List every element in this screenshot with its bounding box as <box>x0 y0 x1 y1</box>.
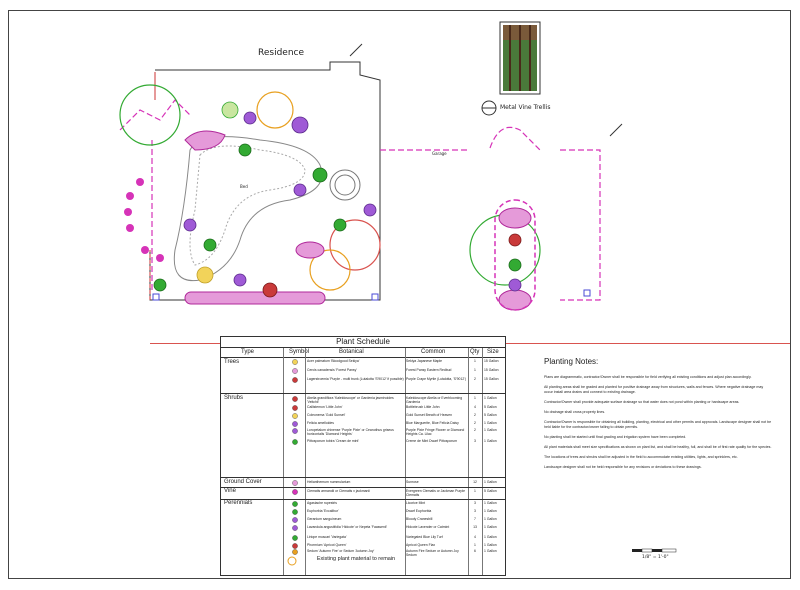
botanical-name: Abelia grandiflora 'Kaleidoscope' or Gardenia jasminoides 'Veitchii' <box>307 396 394 404</box>
container-size: 1 Gallon <box>484 439 497 443</box>
existing-plant-label: Existing plant material to remain <box>316 556 396 562</box>
planting-note: Contractor/Owner is responsible for obtaining all building, planting, electrical and other permits and approvals. Landscape designer shall not be held liable for the contractor/owner failing to obtain permits. <box>544 420 772 429</box>
planting-note: Plans are diagrammatic, contractor/Owner shall be responsible for field verifying all existing conditions and adjust plan accordingly. <box>544 375 752 379</box>
category-trees: Trees <box>224 359 240 365</box>
quantity: 6 <box>474 549 476 553</box>
botanical-name: Lavandula angustifolia 'Hidcote' or Nepeta 'Faassenii' <box>307 525 388 529</box>
botanical-name: Phormium 'Apricot Queen' <box>307 543 347 547</box>
category-ground-cover: Ground Cover <box>224 479 262 485</box>
botanical-name: Clematis armandii or Clematis x jackmanii <box>307 489 370 493</box>
trellis-symbol <box>482 101 496 115</box>
common-name: Sunrose <box>406 480 419 484</box>
quantity: 2 <box>474 413 476 417</box>
plant-symbol <box>291 377 299 384</box>
plant-symbol <box>291 525 299 532</box>
category-perennials: Perennials <box>224 500 253 506</box>
quantity: 1 <box>474 489 476 493</box>
circular-paver <box>330 170 360 200</box>
schedule-title: Plant Schedule <box>221 337 505 348</box>
trellis-label: Metal Vine Trellis <box>500 104 551 111</box>
planting-note: Landscape designer shall not be held responsible for any revisions or deviations to these drawings. <box>544 465 702 469</box>
container-size: 15 Gallon <box>484 368 499 372</box>
botanical-name: Liriope muscari 'Variegata' <box>307 535 347 539</box>
category-shrubs: Shrubs <box>224 395 244 401</box>
row-divider <box>221 499 505 500</box>
botanical-name: Loropetalum chinense 'Purple Pixie' or Ceanothus griseus horizontalis 'Diamond Heights' <box>307 428 394 436</box>
planting-note: All planting areas shall be graded and planted for positive drainage away from structures, walls and fences. Where negative drainage may occur install area drains and connect to existing drainage. <box>544 385 764 394</box>
botanical-name: Lagerstroemia 'Purple - multi trunk (Lutalotta 'S'9012' if possible) <box>307 377 404 381</box>
botanical-name: Coleonema 'Gold Sunset' <box>307 413 346 417</box>
common-name: Autumn Fire Sedum or Autumn Joy Sedum <box>406 549 459 557</box>
botanical-name: Pittosporum tobira 'Cream de mint' <box>307 439 359 443</box>
container-size: 1 Gallon <box>484 421 497 425</box>
plant-symbol <box>291 480 299 487</box>
container-size: 15 Gallon <box>484 359 499 363</box>
quantity: 2 <box>474 377 476 381</box>
plant-symbol <box>291 405 299 412</box>
botanical-name: Felicia amelloides <box>307 421 334 425</box>
container-size: 1 Gallon <box>484 501 497 505</box>
planting-note: The locations of trees and shrubs shall be adjusted in the field to accommodate existing utilities, lights, and sprinklers, etc. <box>544 455 738 459</box>
header-qty: Qty <box>470 349 480 355</box>
col-divider <box>468 348 469 575</box>
quantity: 1 <box>474 543 476 547</box>
container-size: 5 Gallon <box>484 489 497 493</box>
container-size: 15 Gallon <box>484 377 499 381</box>
plant-symbol <box>291 509 299 516</box>
plant-symbol <box>291 535 299 542</box>
quantity: 3 <box>474 509 476 513</box>
common-name: Kaleidoscope Abelia or Everblooming Gardenia <box>406 396 463 404</box>
planting-note: No drainage shall cross property lines. <box>544 410 606 414</box>
planting-note: No planting shall be started until final grading and irrigation system have been completed. <box>544 435 687 439</box>
container-size: 1 Gallon <box>484 509 497 513</box>
header-common: Common <box>421 349 446 355</box>
existing-plant-symbol <box>287 556 297 566</box>
notes-list <box>544 375 772 470</box>
category-vine: Vine <box>224 488 236 494</box>
common-name: Forest Pansy Eastern Redbud <box>406 368 452 372</box>
container-size: 1 Gallon <box>484 428 497 432</box>
north-marks <box>350 44 622 136</box>
quantity: 7 <box>474 517 476 521</box>
common-name: Purple Crape Myrtle (Lutalotta, 'S'9012') <box>406 377 466 381</box>
common-name: Bloody Cranesbill <box>406 517 433 521</box>
residence-label: Residence <box>258 48 305 58</box>
schedule-header <box>221 348 505 358</box>
planting-notes <box>544 357 772 475</box>
plant-symbol <box>291 439 299 446</box>
quantity: 1 <box>474 359 476 363</box>
quantity: 4 <box>474 405 476 409</box>
plant-symbol <box>291 368 299 375</box>
plant-symbol <box>291 413 299 420</box>
botanical-name: Sedum 'Autumn Fire' or Sedum 'Autumn Joy' <box>307 549 375 553</box>
planting-note: All plant materials shall meet size specifications as shown on plant list, and shall be healthy, full, and shall be of first rate quality for the species. <box>544 445 772 449</box>
plant-symbol <box>291 549 299 556</box>
scale-text: 1/8" = 1'-0" <box>642 555 669 560</box>
botanical-name: Euphorbia 'Excalibur' <box>307 509 339 513</box>
row-divider <box>221 477 505 478</box>
common-name: Licorice Mint <box>406 501 426 505</box>
garage-label: Garage <box>432 151 447 156</box>
notes-title: Planting Notes: <box>544 357 599 366</box>
container-size: 5 Gallon <box>484 413 497 417</box>
quantity: 13 <box>473 525 477 529</box>
plant-symbol <box>291 489 299 496</box>
common-name: Bottlebrush Little John <box>406 405 440 409</box>
col-divider <box>405 348 406 575</box>
header-botanical: Botanical <box>339 349 364 355</box>
common-name: Creme de Mint Dwarf Pittosporum <box>406 439 458 443</box>
plant-symbol <box>291 517 299 524</box>
container-size: 1 Gallon <box>484 549 497 553</box>
botanical-name: Geranium sanguineum <box>307 517 342 521</box>
planting-note: Contractor/Owner shall provide adequate surface drainage so that water does not pond within planting or hardscape areas. <box>544 400 740 404</box>
quantity: 4 <box>474 535 476 539</box>
common-name: Hidcote Lavender or Catmint <box>406 525 450 529</box>
plant-symbol <box>291 501 299 508</box>
accent-dots <box>124 178 164 262</box>
botanical-name: Acer palmatum 'Bloodgood Sekiya' <box>307 359 360 363</box>
bed-label: Bed <box>240 184 248 189</box>
col-divider <box>283 348 284 575</box>
common-name: Evergreen Clematis or Jackman Purple Clematis <box>406 489 465 497</box>
quantity: 1 <box>474 368 476 372</box>
row-divider <box>221 393 505 394</box>
quantity: 2 <box>474 421 476 425</box>
common-name: Purple Pixie Fringe Flower or Diamond Heights Ca. Lilac <box>406 428 465 436</box>
quantity: 3 <box>474 501 476 505</box>
quantity: 1 <box>474 396 476 400</box>
botanical-name: Helianthemum nummularium <box>307 480 351 484</box>
common-name: Blue Marguerite, Blue Felicia Daisy <box>406 421 459 425</box>
container-size: 1 Gallon <box>484 396 497 400</box>
header-size: Size <box>487 349 499 355</box>
plant-symbol <box>291 428 299 435</box>
quantity: 2 <box>474 428 476 432</box>
header-type: Type <box>241 349 255 355</box>
container-size: 1 Gallon <box>484 480 497 484</box>
botanical-name: Agastache rupestris <box>307 501 337 505</box>
quantity: 12 <box>473 480 477 484</box>
plant-symbol <box>291 396 299 403</box>
trellis-photo <box>500 22 540 94</box>
plant-symbol <box>291 421 299 428</box>
botanical-name: Callistemon 'Little John' <box>307 405 343 409</box>
row-divider <box>221 487 505 488</box>
container-size: 1 Gallon <box>484 525 497 529</box>
container-size: 1 Gallon <box>484 543 497 547</box>
plant-symbol <box>291 359 299 366</box>
col-divider <box>305 348 306 575</box>
quantity: 3 <box>474 439 476 443</box>
common-name: Dwarf Euphorbia <box>406 509 432 513</box>
header-symbol: Symbol <box>289 349 310 355</box>
common-name: Variegated Blue Lily Turf <box>406 535 443 539</box>
common-name: Apricot Queen Flax <box>406 543 436 547</box>
botanical-name: Cercis canadensis 'Forest Pansy' <box>307 368 357 372</box>
container-size: 5 Gallon <box>484 405 497 409</box>
container-size: 1 Gallon <box>484 517 497 521</box>
pathway <box>174 137 322 281</box>
plant-schedule <box>220 336 506 576</box>
common-name: Gold Sunset Breath of Heaven <box>406 413 452 417</box>
container-size: 1 Gallon <box>484 535 497 539</box>
common-name: Sekiya Japanese Maple <box>406 359 443 363</box>
col-divider <box>482 348 483 575</box>
